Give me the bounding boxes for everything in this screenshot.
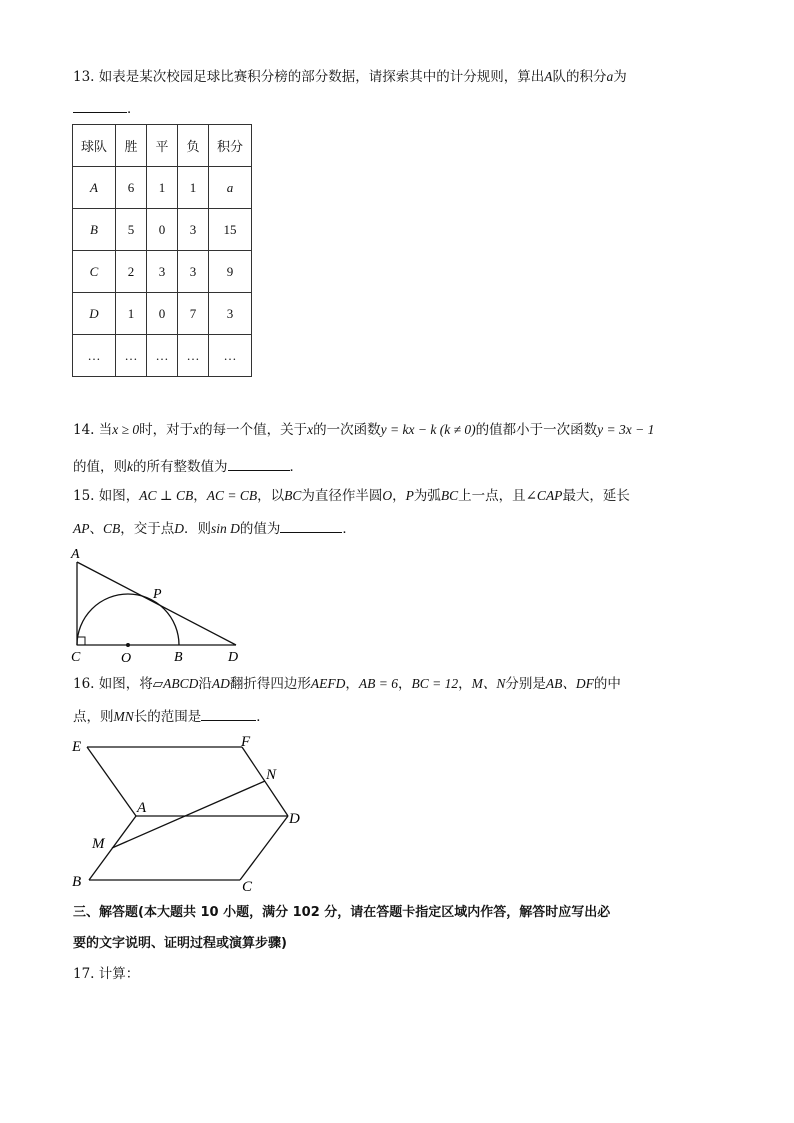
- table-row: [73, 293, 252, 335]
- table-row: [73, 167, 252, 209]
- table-header: 胜: [116, 125, 147, 167]
- label-d: D: [289, 811, 300, 827]
- label-c: C: [71, 650, 81, 665]
- label-n: N: [266, 767, 277, 783]
- q14-line1: 14. 当x ≥ 0时，对于x的每一个值，关于x的一次函数y = kx − k (k ≠ 0)的值都小于一次函数y = 3x − 1: [73, 422, 655, 438]
- table-cell: …: [147, 335, 178, 377]
- table-cell: D: [73, 293, 116, 335]
- label-a: A: [71, 547, 80, 562]
- table-cell: A: [73, 167, 116, 209]
- table-cell: 3: [178, 251, 209, 293]
- q16-line2: 点，则MN长的范围是 ．: [73, 706, 270, 727]
- q15-figure: [60, 545, 260, 670]
- q13-line1: 13. 如表是某次校园足球比赛积分榜的部分数据，请探索其中的计分规则，算出A队的积分a为: [73, 69, 627, 85]
- answer-blank-16[interactable]: [201, 706, 256, 721]
- table-cell: 9: [209, 251, 252, 293]
- q16-line1: 16. 如图，将▱ABCD沿AD翻折得四边形AEFD，AB = 6，BC = 12，M、N分别是AB、DF的中: [73, 676, 621, 692]
- q15-line2: AP、CB，交于点D．则sin D的值为 ．: [73, 518, 356, 539]
- table-cell: a: [209, 167, 252, 209]
- label-b: B: [72, 874, 82, 890]
- table-header: 球队: [73, 125, 116, 167]
- table-cell: 5: [116, 209, 147, 251]
- table-cell: …: [178, 335, 209, 377]
- table-cell: 2: [116, 251, 147, 293]
- answer-blank-14[interactable]: [228, 456, 290, 471]
- segment-ad: [77, 562, 236, 645]
- table-cell: 15: [209, 209, 252, 251]
- semicircle-arc: [77, 594, 179, 645]
- table-cell: 1: [178, 167, 209, 209]
- label-e: E: [72, 739, 82, 755]
- segment-cd: [240, 816, 288, 880]
- label-p: P: [153, 587, 162, 602]
- label-b: B: [174, 650, 183, 665]
- table-cell: B: [73, 209, 116, 251]
- answer-blank-15[interactable]: [280, 518, 342, 533]
- table-header: 负: [178, 125, 209, 167]
- q16-figure: [60, 728, 320, 898]
- q13-line2: ．: [73, 98, 141, 119]
- q15-line1: 15. 如图，AC ⊥ CB，AC = CB，以BC为直径作半圆O，P为弧BC上一点，且∠CAP最大，延长: [73, 488, 630, 504]
- table-cell: 0: [147, 293, 178, 335]
- label-o: O: [121, 651, 132, 666]
- table-row: [73, 251, 252, 293]
- table-cell: …: [73, 335, 116, 377]
- table-cell: C: [73, 251, 116, 293]
- table-cell: 1: [147, 167, 178, 209]
- table-cell: …: [116, 335, 147, 377]
- answer-blank-13[interactable]: [73, 98, 127, 113]
- table-cell: 3: [209, 293, 252, 335]
- segment-ea: [87, 747, 136, 816]
- label-d: D: [228, 650, 239, 665]
- table-header: 平: [147, 125, 178, 167]
- table-cell: 6: [116, 167, 147, 209]
- center-point-o: [126, 643, 130, 647]
- score-table: [72, 124, 252, 377]
- q14-line2: 的值，则k的所有整数值为 ．: [73, 456, 303, 477]
- right-angle-mark: [77, 637, 85, 645]
- table-cell: 3: [147, 251, 178, 293]
- table-header: 积分: [209, 125, 252, 167]
- table-cell: 0: [147, 209, 178, 251]
- table-row: [73, 335, 252, 377]
- label-a: A: [137, 800, 147, 816]
- table-cell: 3: [178, 209, 209, 251]
- table-cell: 7: [178, 293, 209, 335]
- table-row: [73, 209, 252, 251]
- table-header-row: [73, 125, 252, 167]
- label-f: F: [241, 734, 251, 750]
- q17-line: 17. 计算：: [73, 966, 140, 982]
- table-cell: 1: [116, 293, 147, 335]
- section3-heading-line1: 三、解答题(本大题共 10 小题，满分 102 分，请在答题卡指定区域内作答，解答时应写出必: [73, 905, 611, 920]
- section3-heading-line2: 要的文字说明、证明过程或演算步骤): [73, 936, 287, 951]
- label-c: C: [242, 879, 253, 895]
- label-m: M: [92, 836, 105, 852]
- table-cell: …: [209, 335, 252, 377]
